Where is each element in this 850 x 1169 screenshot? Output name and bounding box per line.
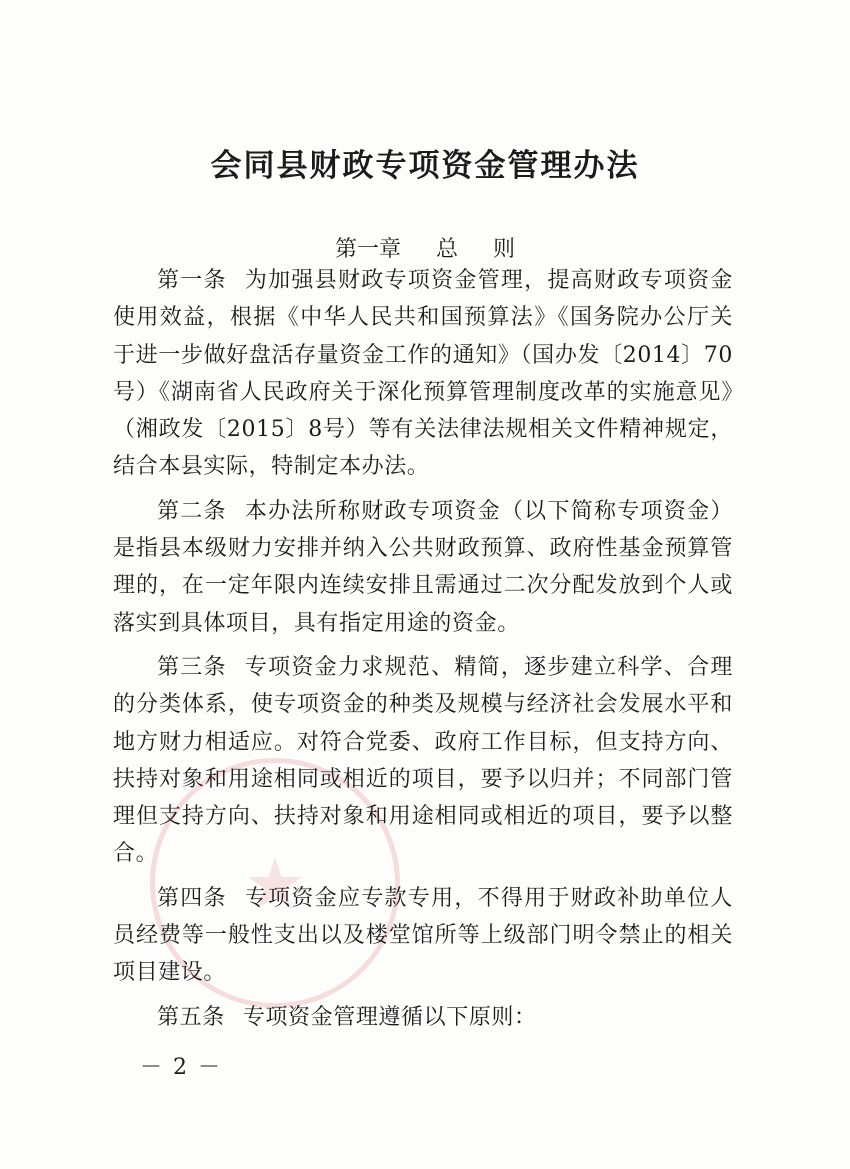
article-text: 本办法所称财政专项资金（以下简称专项资金）是指县本级财力安排并纳入公共财政预算、政府性基金预算管理的，在一定年限内连续安排且需通过二次分配发放到个人或落实到具体项目，具有指定用途的资金。	[113, 498, 733, 636]
document-body	[113, 262, 733, 1043]
article-3	[113, 649, 733, 873]
article-1	[113, 262, 733, 486]
article-number: 第二条	[157, 498, 227, 524]
article-2	[113, 493, 733, 642]
article-number: 第四条	[157, 885, 227, 911]
article-5	[113, 999, 733, 1036]
article-text: 为加强县财政专项资金管理，提高财政专项资金使用效益，根据《中华人民共和国预算法》《国务院办公厅关于进一步做好盘活存量资金工作的通知》（国办发〔2014〕70号）《湖南省人民政府关于深化预算管理制度改革的实施意见》（湘政发〔2015〕8号）等有关法律法规相关文件精神规定，结合本县实际，特制定本办法。	[113, 268, 733, 480]
article-number: 第五条	[157, 1004, 225, 1030]
chapter-heading: 第一章 总 则	[335, 237, 515, 262]
article-text: 专项资金力求规范、精简，逐步建立科学、合理的分类体系，使专项资金的种类及规模与经济社会发展水平和地方财力相适应。对符合党委、政府工作目标，但支持方向、扶持对象和用途相同或相近的项目，要予以归并；不同部门管理但支持方向、扶持对象和用途相同或相近的项目，要予以整合。	[113, 654, 733, 867]
article-4	[113, 880, 733, 992]
article-text: 专项资金管理遵循以下原则：	[242, 1004, 537, 1030]
article-number: 第一条	[157, 268, 227, 293]
document-title: 会同县财政专项资金管理办法	[210, 148, 640, 184]
page-number: － 2 －	[140, 1055, 222, 1080]
article-number: 第三条	[157, 654, 227, 680]
article-text: 专项资金应专款专用，不得用于财政补助单位人员经费等一般性支出以及楼堂馆所等上级部门明令禁止的相关项目建设。	[113, 885, 733, 986]
